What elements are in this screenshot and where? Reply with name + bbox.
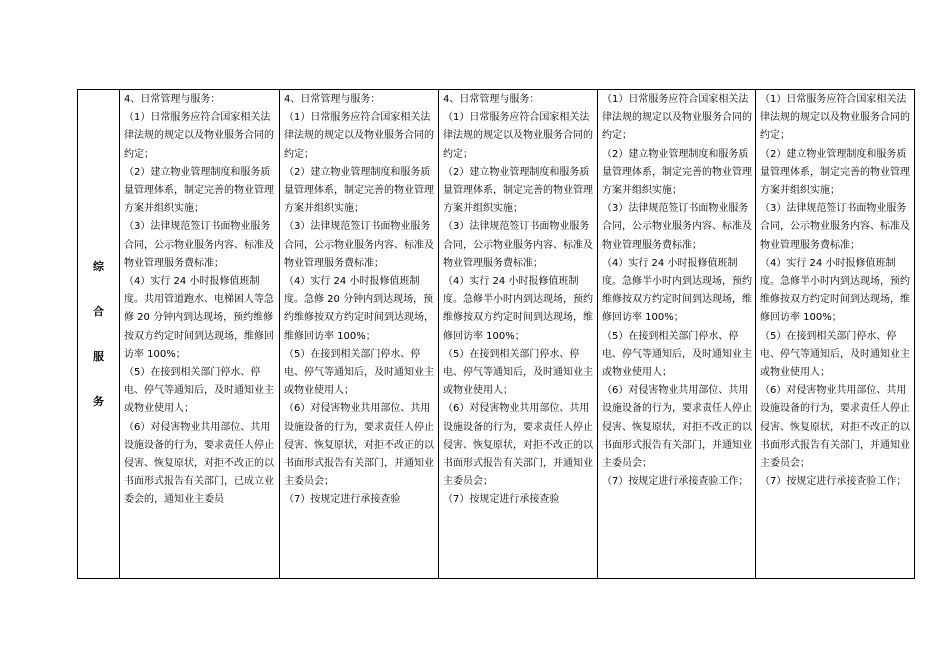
- clause-text: （1）日常服务应符合国家相关法律法规的规定以及物业服务合同的约定；: [124, 112, 274, 160]
- clause-text: （4）实行 24 小时报修值班制度。急修半小时内到达现场，预约维修按双方约定时间到达现场，维修回访率 100%；: [760, 257, 910, 324]
- clause-text: （7）按规定进行承接查验工作；: [602, 476, 749, 488]
- clause-text: （6）对侵害物业共用部位、共用设施设备的行为，要求责任人停止侵害、恢复原状，对拒不改正的以书面形式报告有关部门，并通知业主委员会；: [443, 403, 593, 488]
- row-label-char: 务: [93, 394, 104, 408]
- clause-text: （3）法律规范签订书面物业服务合同，公示物业服务内容、标准及物业管理服务费标准；: [124, 221, 274, 269]
- clause-text: （2）建立物业管理制度和服务质量管理体系，制定完善的物业管理方案并组织实施；: [443, 166, 593, 215]
- clause-text: （1）日常服务应符合国家相关法律法规的规定以及物业服务合同的约定；: [284, 112, 434, 160]
- row-label-char: 服: [93, 349, 104, 363]
- clause-text: （6）对侵害物业共用部位、共用设施设备的行为，要求责任人停止侵害、恢复原状，对拒不改正的以书面形式报告有关部门，并通知业主委员会；: [602, 385, 752, 470]
- clause-text: （5）在接到相关部门停水、停电、停气等通知后，及时通知业主或物业使用人；: [284, 348, 434, 397]
- clause-text: （3）法律规范签订书面物业服务合同，公示物业服务内容、标准及物业管理服务费标准；: [760, 203, 910, 251]
- clause-text: （5）在接到相关部门停水、停电、停气等通知后，及时通知业主或物业使用人；: [760, 330, 910, 379]
- clause-text: （2）建立物业管理制度和服务质量管理体系，制定完善的物业管理方案并组织实施；: [284, 166, 434, 215]
- clause-text: （7）按规定进行承接查验: [284, 494, 401, 506]
- clause-text: （5）在接到相关部门停水、停电、停气等通知后，及时通知业主或物业使用人；: [443, 348, 593, 397]
- service-cell-column-5: [756, 90, 915, 579]
- clause-text: （7）按规定进行承接查验: [443, 494, 560, 506]
- clause-text: （5）在接到相关部门停水、停电、停气等通知后，及时通知业主或物业使用人；: [602, 330, 752, 379]
- clause-text: （6）对侵害物业共用部位、共用设施设备的行为，要求责任人停止侵害、恢复原状，对拒不改正的以书面形式报告有关部门，并通知业主委员会；: [284, 403, 434, 488]
- service-cell-column-4: [598, 90, 756, 579]
- service-standards-table: [77, 89, 915, 579]
- row-label-char: 综: [93, 259, 104, 273]
- service-cell-column-2: [280, 90, 439, 579]
- service-cell-column-3: [439, 90, 598, 579]
- clause-text: （4）实行 24 小时报修值班制度。急修半小时内到达现场，预约维修按双方约定时间到达现场，维修回访率 100%；: [443, 276, 593, 342]
- clause-text: （7）按规定进行承接查验工作；: [760, 476, 907, 488]
- clause-text: （2）建立物业管理制度和服务质量管理体系，制定完善的物业管理方案并组织实施；: [124, 166, 274, 215]
- row-label-char: 合: [93, 304, 104, 318]
- clause-text: （1）日常服务应符合国家相关法律法规的规定以及物业服务合同的约定；: [602, 94, 752, 142]
- clause-text: （2）建立物业管理制度和服务质量管理体系，制定完善的物业管理方案并组织实施；: [602, 148, 752, 197]
- clause-text: （3）法律规范签订书面物业服务合同，公示物业服务内容、标准及物业管理服务费标准；: [443, 221, 593, 269]
- clause-text: （4）实行 24 小时报修值班制度。急修 20 分钟内到达现场，预约维修按双方约定时间到达现场，维修回访率 100%；: [284, 276, 434, 342]
- clause-text: （4）实行 24 小时报修值班制度。共用管道跑水、电梯困人等急修 20 分钟内到达现场，预约维修按双方约定时间到达现场，维修回访率 100%；: [124, 276, 274, 360]
- row-label-cell: [78, 90, 120, 579]
- clause-text: （1）日常服务应符合国家相关法律法规的规定以及物业服务合同的约定；: [443, 112, 593, 160]
- comprehensive-service-row: [78, 90, 915, 579]
- clause-text: （6）对侵害物业共用部位、共用设施设备的行为，要求责任人停止侵害、恢复原状，对拒不改正的以书面形式报告有关部门，已成立业委会的，通知业主委员: [124, 421, 274, 506]
- clause-text: 4、日常管理与服务：: [124, 94, 221, 105]
- service-cell-column-1: [120, 90, 280, 579]
- clause-text: （2）建立物业管理制度和服务质量管理体系，制定完善的物业管理方案并组织实施；: [760, 148, 910, 197]
- clause-text: （4）实行 24 小时报修值班制度。急修半小时内到达现场，预约维修按双方约定时间到达现场，维修回访率 100%；: [602, 257, 752, 324]
- clause-text: 4、日常管理与服务：: [284, 94, 381, 105]
- clause-text: （3）法律规范签订书面物业服务合同，公示物业服务内容、标准及物业管理服务费标准；: [602, 203, 752, 251]
- clause-text: （3）法律规范签订书面物业服务合同，公示物业服务内容、标准及物业管理服务费标准；: [284, 221, 434, 269]
- clause-text: （1）日常服务应符合国家相关法律法规的规定以及物业服务合同的约定；: [760, 94, 910, 142]
- clause-text: （6）对侵害物业共用部位、共用设施设备的行为，要求责任人停止侵害、恢复原状，对拒不改正的以书面形式报告有关部门，并通知业主委员会；: [760, 385, 910, 470]
- clause-text: （5）在接到相关部门停水、停电、停气等通知后，及时通知业主或物业使用人；: [124, 367, 274, 415]
- clause-text: 4、日常管理与服务：: [443, 94, 540, 105]
